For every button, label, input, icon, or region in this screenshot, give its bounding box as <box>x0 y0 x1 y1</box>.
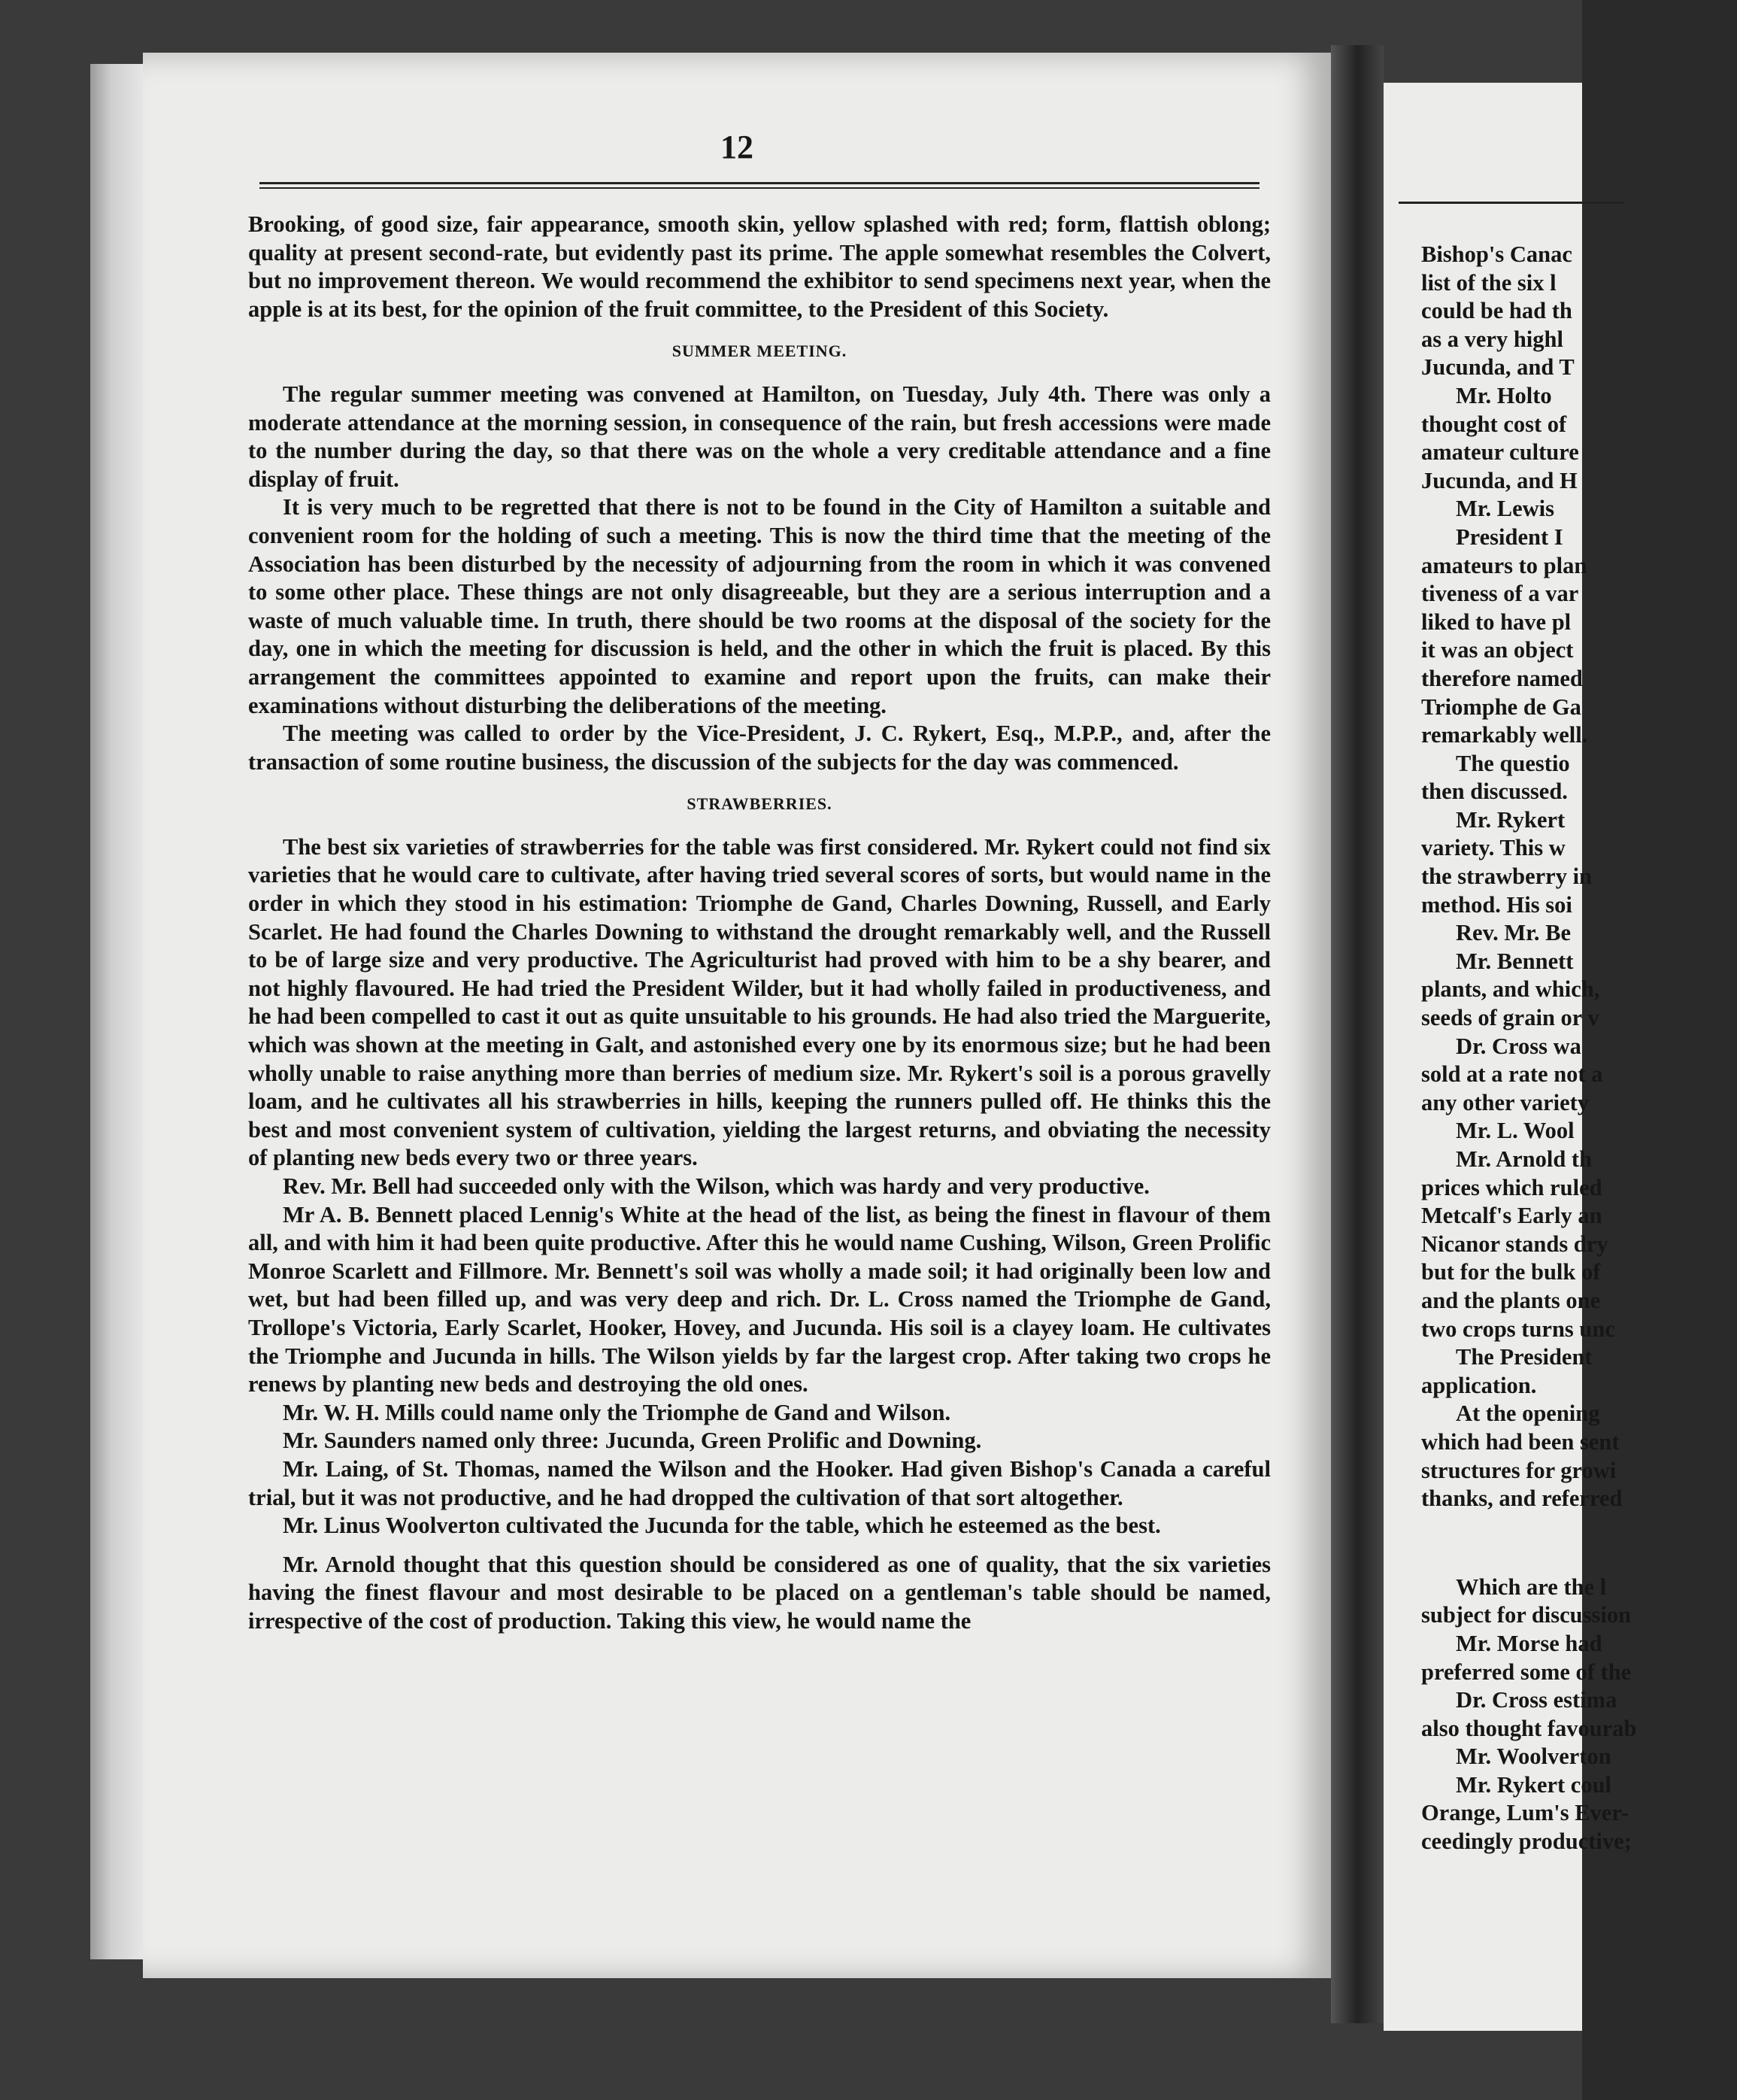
text-line: The questio <box>1456 750 1570 776</box>
text-line: sold at a rate not a <box>1421 1061 1603 1088</box>
text-line: Jucunda, and H <box>1421 467 1578 493</box>
text-line: which had been sent <box>1421 1428 1620 1455</box>
text-line: Which are the l <box>1456 1573 1607 1600</box>
text-line: as a very highl <box>1421 326 1563 352</box>
text-line: any other variety <box>1421 1089 1590 1115</box>
paragraph: The regular summer meeting was convened at Hamilton, on Tuesday, July 4th. There was only a moderate attendance at the morning session, in consequence of the rain, but fresh accessions were made to the number during the day, so that there was on the whole a very creditable attendance and a fine display of fruit. <box>248 381 1271 492</box>
text-line: Mr. L. Wool <box>1456 1118 1575 1144</box>
text-line: Mr. Holto <box>1456 382 1552 408</box>
paragraph: Mr. W. H. Mills could name only the Triomphe de Gand and Wilson. <box>283 1399 951 1425</box>
right-page-lines-top <box>1421 241 1737 1513</box>
paragraph: The best six varieties of strawberries for the table was first considered. Mr. Rykert could not find six varieties that he would care to cultivate, after having tried several scores of sorts, but would name in the order in which they stood in his estimation: Triomphe de Gand, Charles Downing, Russell, and Early Scarlet. He had found the Charles Downing to withstand the drought remarkably well, and the Russell to be of large size and very productive. The Agriculturist had proved with him to be a shy bearer, and not highly flavoured. He had tried the President Wilder, but it had wholly failed in productiveness, and he had been compelled to cast it out as quite unsuitable to his grounds. He had also tried the Marguerite, which was shown at the meeting in Galt, and astonished every one by its enormous size; but he had been wholly unable to raise anything more than berries of medium size. Mr. Rykert's soil is a porous gravelly loam, and he cultivates all his strawberries in hills, keeping the runners pulled off. He thinks this the best and most convenient system of cultivation, yielding the largest returns, and obviating the necessity of planting new beds every two or three years. <box>248 833 1271 1171</box>
paragraph: It is very much to be regretted that there is not to be found in the City of Hamilton a suitable and convenient room for the holding of such a meeting. This is now the third time that the meeting of the Association has been disturbed by the necessity of adjourning from the room in which it was convened to some other place. These things are not only disagreeable, but they are a serious interruption and a waste of much valuable time. In truth, there should be two rooms at the disposal of the society for the day, one in which the meeting for discussion is held, and the other in which the fruit is placed. By this arrangement the committees appointed to examine and report upon the fruits, can make their examinations without disturbing the deliberations of the meeting. <box>248 494 1271 718</box>
text-line: Mr. Arnold th <box>1456 1146 1593 1172</box>
text-line: could be had th <box>1421 298 1572 324</box>
paragraph: Mr. Arnold thought that this question should be considered as one of quality, that the six varieties having the finest flavour and most desirable to be placed on a gentleman's table should be named, irrespective of the cost of production. Taking this view, he would name the <box>248 1551 1271 1634</box>
text-line: plants, and which, <box>1421 976 1600 1003</box>
text-line: Jucunda, and T <box>1421 354 1575 381</box>
text-line: Rev. Mr. Be <box>1456 920 1572 946</box>
text-line: Mr. Woolverton <box>1456 1743 1611 1770</box>
text-line: remarkably well. <box>1421 722 1588 748</box>
text-line: also thought favourab <box>1421 1715 1637 1741</box>
page-number: 12 <box>720 129 753 165</box>
text-line: method. His soi <box>1421 891 1572 918</box>
text-line: the strawberry in <box>1421 863 1593 890</box>
text-line: therefore named <box>1421 665 1583 691</box>
right-page-partial <box>1384 83 1637 2031</box>
text-line: it was an object <box>1421 637 1574 663</box>
right-page-body <box>1421 241 1737 1856</box>
text-line: then discussed. <box>1421 778 1568 805</box>
text-line: Nicanor stands dry <box>1421 1231 1608 1257</box>
text-line: Dr. Cross wa <box>1456 1033 1581 1059</box>
text-line: structures for growi <box>1421 1457 1617 1483</box>
book-gutter <box>1331 45 1384 2023</box>
text-line: variety. This w <box>1421 835 1566 861</box>
text-line: subject for discussion <box>1421 1602 1632 1628</box>
text-line: tiveness of a var <box>1421 581 1579 607</box>
text-line: prices which ruled <box>1421 1174 1602 1200</box>
right-page-lines-bottom <box>1421 1573 1737 1856</box>
text-line: Mr. Lewis <box>1456 496 1555 522</box>
text-line: and the plants one <box>1421 1287 1601 1313</box>
text-line: list of the six l <box>1421 269 1557 296</box>
text-line: thought cost of <box>1421 411 1567 437</box>
text-line: amateur culture <box>1421 439 1579 466</box>
text-line: At the opening <box>1456 1401 1600 1427</box>
paragraph: Rev. Mr. Bell had succeeded only with the Wilson, which was hardy and very productive. <box>283 1173 1150 1199</box>
page-body <box>248 211 1271 1636</box>
book-page-edges <box>90 64 143 1959</box>
section-heading-summer-meeting: SUMMER MEETING. <box>671 341 847 361</box>
paragraph: Mr. Laing, of St. Thomas, named the Wilson and the Hooker. Had given Bishop's Canada a careful trial, but it was not productive, and he had dropped the cultivation of that sort altogether. <box>248 1455 1271 1510</box>
text-line: Mr. Rykert <box>1456 806 1566 833</box>
section-gap <box>1421 1513 1737 1573</box>
text-line: Bishop's Canac <box>1421 241 1572 267</box>
text-line: The President <box>1456 1344 1593 1370</box>
text-line: thanks, and referred <box>1421 1485 1623 1512</box>
paragraph: Brooking, of good size, fair appearance, smooth skin, yellow splashed with red; form, flattish oblong; quality at present second-rate, but evidently past its prime. The apple somewhat resembles the Colvert, but no improvement thereon. We would recommend the exhibitor to send specimens next year, when the apple is at its best, for the opinion of the fruit committee, to the President of this Society. <box>248 211 1271 322</box>
text-line: President I <box>1456 523 1563 550</box>
text-line: liked to have pl <box>1421 608 1572 635</box>
header-rule <box>259 182 1260 189</box>
left-page <box>143 53 1331 1978</box>
paragraph: Mr. Linus Woolverton cultivated the Jucunda for the table, which he esteemed as the best. <box>283 1513 1161 1539</box>
text-line: Orange, Lum's Ever- <box>1421 1800 1629 1826</box>
text-line: Mr. Rykert coul <box>1456 1771 1612 1798</box>
paragraph: The meeting was called to order by the Vice-President, J. C. Rykert, Esq., M.P.P., and, after the transaction of some routine business, the discussion of the subjects for the day was commenced. <box>248 721 1271 775</box>
text-line: application. <box>1421 1372 1537 1398</box>
text-line: Triomphe de Ga <box>1421 693 1581 720</box>
text-line: Dr. Cross estima <box>1456 1687 1617 1713</box>
text-line: Mr. Bennett <box>1456 948 1574 974</box>
paragraph: Mr. Saunders named only three: Jucunda, Green Prolific and Downing. <box>283 1428 982 1454</box>
text-line: ceedingly productive; <box>1421 1828 1632 1855</box>
text-line: amateurs to plan <box>1421 552 1587 578</box>
text-line: two crops turns unc <box>1421 1316 1615 1342</box>
text-line: Mr. Morse had <box>1456 1630 1602 1656</box>
text-line: preferred some of the <box>1421 1658 1632 1685</box>
text-line: Metcalf's Early an <box>1421 1203 1602 1229</box>
header-rule <box>1399 202 1624 207</box>
text-line: but for the bulk of <box>1421 1259 1601 1285</box>
text-line: seeds of grain or v <box>1421 1005 1599 1031</box>
section-heading-strawberries: STRAWBERRIES. <box>687 794 832 814</box>
paragraph: Mr A. B. Bennett placed Lennig's White at the head of the list, as being the finest in flavour of them all, and with him it had been quite productive. After this he would name Cushing, Wilson, Green Prolific Monroe Scarlett and Fillmore. Mr. Bennett's soil was wholly a made soil; it had originally been low and wet, but had been filled up, and was very deep and rich. Dr. L. Cross named the Triomphe de Gand, Trollope's Victoria, Early Scarlet, Hooker, Hovey, and Jucunda. His soil is a clayey loam. He cultivates the Triomphe and Jucunda in hills. The Wilson yields by far the largest crop. After taking two crops he renews by planting new beds and destroying the old ones. <box>248 1201 1271 1397</box>
